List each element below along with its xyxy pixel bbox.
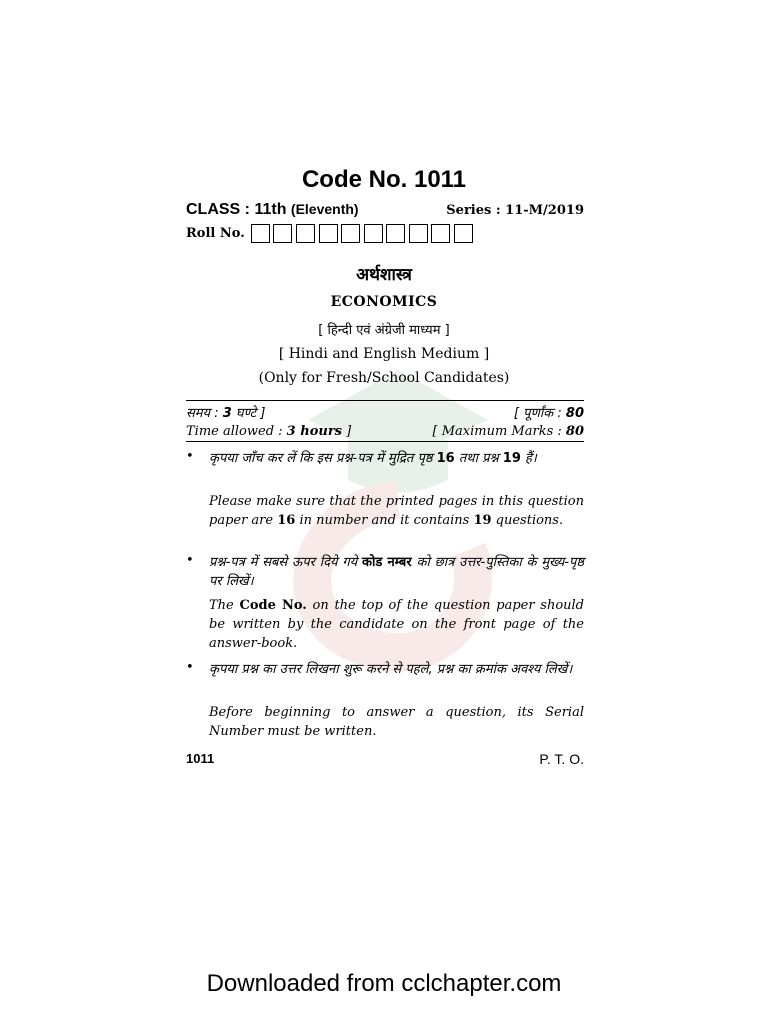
instruction-2-english: The Code No. on the top of the question paper should be written by the candidate on the front page of the answer-book. [209,598,585,651]
roll-box [431,224,450,243]
marks-hindi: [ पूर्णांक : 80 [513,406,584,421]
subject-hindi: अर्थशास्त्र [356,265,412,285]
time-hindi: समय : 3 घण्टे ] [186,406,266,421]
candidate-note: (Only for Fresh/School Candidates) [258,370,510,386]
bullet-icon: • [186,449,194,464]
instruction-1-hindi: कृपया जाँच कर लें कि इस प्रश्न-पत्र में मुद्रित पृष्ठ 16 तथा प्रश्न 19 हैं। [209,451,537,466]
subject-english: ECONOMICS [330,294,438,310]
roll-box [296,224,315,243]
roll-number-boxes [251,224,477,243]
series-label: Series : 11-M/2019 [446,203,584,218]
time-row-hindi [186,403,584,421]
roll-box [364,224,383,243]
roll-box [341,224,360,243]
pto-label: P. T. O. [539,751,584,767]
roll-box [273,224,292,243]
time-allowed: Time allowed : 3 hours ] [186,424,352,439]
roll-label: Roll No. [186,226,245,241]
roll-box [409,224,428,243]
instruction-1-english: Please make sure that the printed pages in this question paper are 16 in number and it contains 19 questions. [209,494,584,528]
footer-code: 1011 [186,751,215,766]
instruction-2-hindi: प्रश्न-पत्र में सबसे ऊपर दिये गये कोड नम्बर को छात्र उत्तर-पुस्तिका के मुख्य-पृष्ठ पर लिखें। [209,555,584,589]
class-info [186,201,359,219]
medium-english: [ Hindi and English Medium ] [278,346,490,362]
class-main: CLASS : 11th [186,201,287,218]
roll-box [454,224,473,243]
roll-box [251,224,270,243]
code-number-title: Code No. 1011 [301,166,467,193]
download-credit: Downloaded from cclchapter.com [206,970,562,997]
bullet-icon: • [186,553,194,568]
bullet-icon: • [186,660,194,675]
maximum-marks: [ Maximum Marks : 80 [432,424,584,439]
instruction-3-hindi: कृपया प्रश्न का उत्तर लिखना शुरू करने से पहले, प्रश्न का क्रमांक अवश्य लिखें। [209,662,573,677]
roll-number-row [186,224,477,243]
instruction-3-english: Before beginning to answer a question, its Serial Number must be written. [209,705,584,739]
roll-box [319,224,338,243]
roll-box [386,224,405,243]
medium-hindi: [ हिन्दी एवं अंग्रेजी माध्यम ] [318,323,450,338]
divider [186,400,584,401]
time-row-english [186,424,584,442]
class-sub: (Eleventh) [290,201,359,217]
